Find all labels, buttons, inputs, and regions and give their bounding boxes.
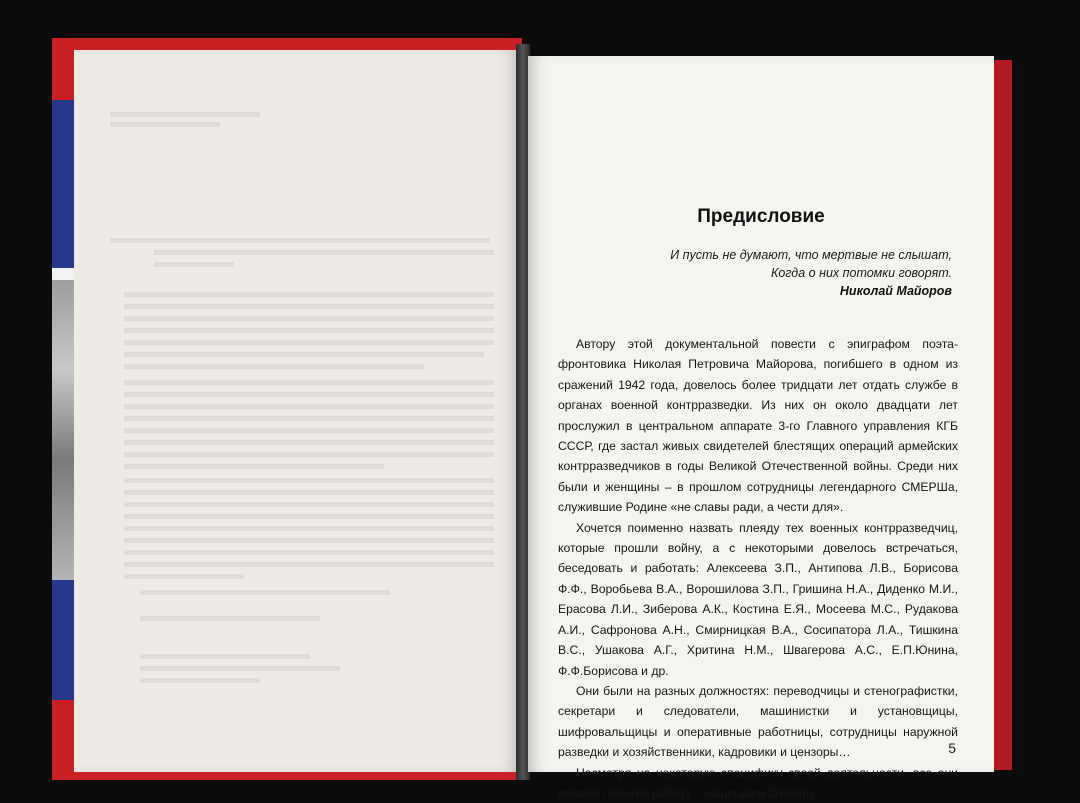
left-page [74,50,520,772]
epigraph-author: Николай Майоров [839,284,952,298]
page-number: 5 [948,740,956,756]
paragraph: Хочется поименно назвать плеяду тех военных контрразведчиц, которые прошли войну, а с некоторыми довелось встречаться, беседовать и работать: Алексеева З.П., Антипова Л.В., Борисова Ф.Ф., Воробьева В.А., Ворошилова З.П., Гришина Н.А., Диденко М.И., Ерасова Л.И., Зиберова А.К., Костина Е.Я., Мосеева М.С., Рудакова А.И., Сафронова А.Н., Смирницкая В.А., Сосипатора Л.А., Тишкина В.С., Ушакова А.Г., Хритина Н.М., Швагерова А.С., Е.П.Юнина, Ф.Ф.Борисова и др. [558,520,958,678]
epigraph-line: И пусть не думают, что мертвые не слышат, [670,248,952,262]
paragraph: Они были на разных должностях: переводчицы и стенографистки, секретари и следователи, машинистки и установщицы, шифровальщицы и оперативные работницы, сотрудницы наружной разведки и хозяйственники, кадровики и цензоры… [558,683,958,760]
paragraph: Несмотря на некоторую специфику своей деятельности, все они делали главную работу – защищали Отчизну. [558,765,958,800]
body-text [558,334,958,803]
epigraph-line: Когда о них потомки говорят. [770,266,952,280]
chapter-title: Предисловие [697,206,825,227]
right-page [528,56,994,800]
paragraph: Автору этой документальной повести с эпиграфом поэта-фронтовика Николая Петровича Майорова, погибшего в одном из сражений 1942 года, довелось более тридцати лет отдать службе в органах военной контрразведки. Из них он около двадцати лет прослужил в центральном аппарате 3-го Главного управления КГБ СССР, где застал живых свидетелей блестящих операций армейских контрразведчиков в годы Великой Отечественной войны. Среди них были и женщины – в прошлом сотрудницы легендарного СМЕРШа, служившие Родине «не славы ради, а чести для». [558,337,958,515]
left-page-show-through [74,50,520,772]
cover-photo-edge [52,280,76,580]
